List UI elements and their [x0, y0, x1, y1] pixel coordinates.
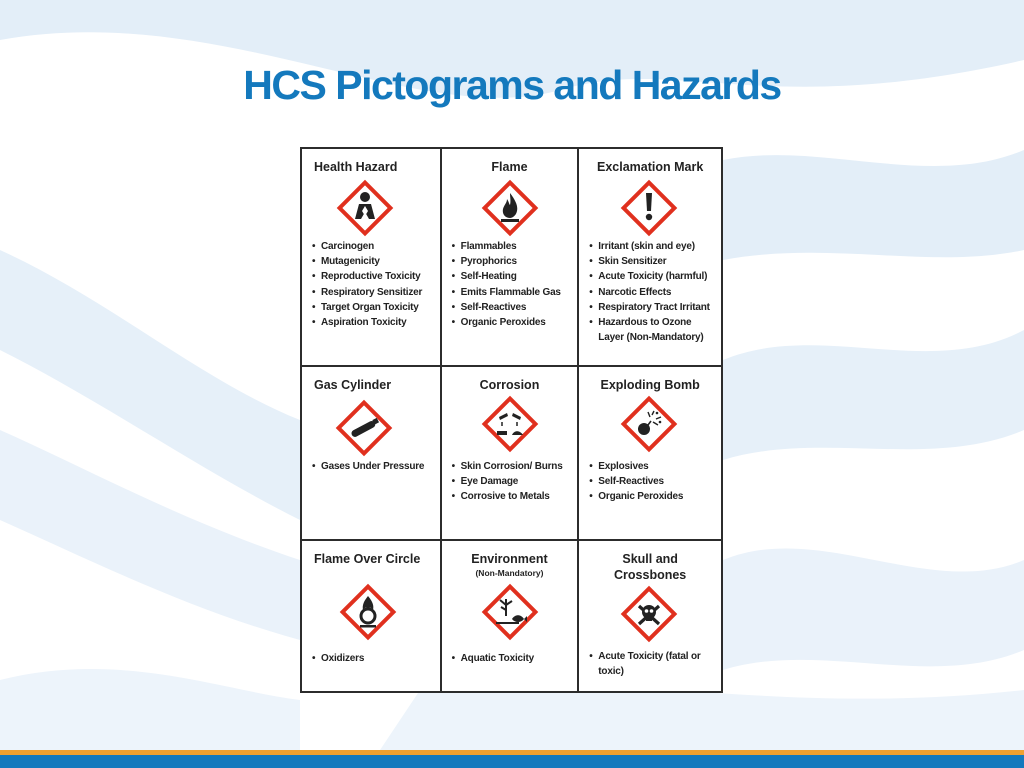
list-item: • Acute Toxicity (fatal or toxic)	[589, 649, 719, 679]
cell-gas-cylinder	[301, 366, 441, 540]
cell-title: Exclamation Mark	[597, 160, 704, 174]
list-item: • Pyrophorics	[452, 254, 576, 269]
list-item: • Gases Under Pressure	[312, 459, 438, 474]
hazard-list	[452, 651, 576, 666]
list-item: • Organic Peroxides	[589, 489, 719, 504]
list-item: • Respiratory Tract Irritant	[589, 300, 719, 315]
cell-flame-over-circle	[301, 540, 441, 692]
cell-skull-and-crossbones	[578, 540, 722, 692]
list-item: • Flammables	[452, 239, 576, 254]
list-item: • Target Organ Toxicity	[312, 300, 438, 315]
flame-icon	[481, 179, 539, 237]
cell-flame	[441, 148, 579, 366]
hazard-list	[452, 459, 576, 505]
list-item: • Corrosive to Metals	[452, 489, 576, 504]
exclamation-mark-icon	[620, 179, 678, 237]
hazard-list	[589, 239, 719, 345]
list-item: • Explosives	[589, 459, 719, 474]
list-item: • Reproductive Toxicity	[312, 269, 438, 284]
flame-over-circle-icon	[339, 583, 397, 641]
list-item: • Carcinogen	[312, 239, 438, 254]
health-hazard-icon	[336, 179, 394, 237]
list-item: • Emits Flammable Gas	[452, 285, 576, 300]
cell-title: Skull and Crossbones	[614, 552, 687, 582]
hazard-list	[312, 239, 438, 330]
list-item: • Aspiration Toxicity	[312, 315, 438, 330]
hazard-list	[589, 459, 719, 505]
cell-subtitle: (Non-Mandatory)	[475, 568, 544, 578]
list-item: • Irritant (skin and eye)	[589, 239, 719, 254]
environment-icon	[481, 583, 539, 641]
cell-exclamation-mark	[578, 148, 722, 366]
cell-title: Flame Over Circle	[314, 552, 421, 566]
hazard-list	[452, 239, 576, 330]
cell-title: Corrosion	[479, 378, 540, 392]
cell-title: Health Hazard	[314, 160, 398, 174]
list-item: • Hazardous to Ozone Layer (Non-Mandatory)	[589, 315, 719, 345]
cell-title: Flame	[491, 160, 528, 174]
cell-corrosion	[441, 366, 579, 540]
cell-title	[442, 551, 578, 580]
list-item: • Skin Corrosion/ Burns	[452, 459, 576, 474]
list-item: • Oxidizers	[312, 651, 438, 666]
list-item: • Skin Sensitizer	[589, 254, 719, 269]
list-item: • Self-Reactives	[452, 300, 576, 315]
exploding-bomb-icon	[620, 395, 678, 453]
list-item: • Respiratory Sensitizer	[312, 285, 438, 300]
skull-and-crossbones-icon	[620, 585, 678, 643]
cell-title: Gas Cylinder	[314, 378, 392, 392]
cell-environment	[441, 540, 579, 692]
list-item: • Mutagenicity	[312, 254, 438, 269]
list-item: • Eye Damage	[452, 474, 576, 489]
list-item: • Self-Heating	[452, 269, 576, 284]
footer-bar	[0, 755, 1024, 768]
corrosion-icon	[481, 395, 539, 453]
list-item: • Narcotic Effects	[589, 285, 719, 300]
cell-health-hazard	[301, 148, 441, 366]
pictogram-grid	[300, 147, 723, 689]
list-item: • Acute Toxicity (harmful)	[589, 269, 719, 284]
hazard-list	[589, 649, 719, 679]
cell-title: Exploding Bomb	[600, 378, 700, 392]
cell-exploding-bomb	[578, 366, 722, 540]
hazard-list	[312, 459, 438, 474]
hazard-list	[312, 651, 438, 666]
slide-title: HCS Pictograms and Hazards	[243, 62, 781, 108]
list-item: • Self-Reactives	[589, 474, 719, 489]
list-item: • Organic Peroxides	[452, 315, 576, 330]
cell-title-text: Environment	[471, 552, 548, 566]
list-item: • Aquatic Toxicity	[452, 651, 576, 666]
gas-cylinder-icon	[335, 399, 393, 457]
